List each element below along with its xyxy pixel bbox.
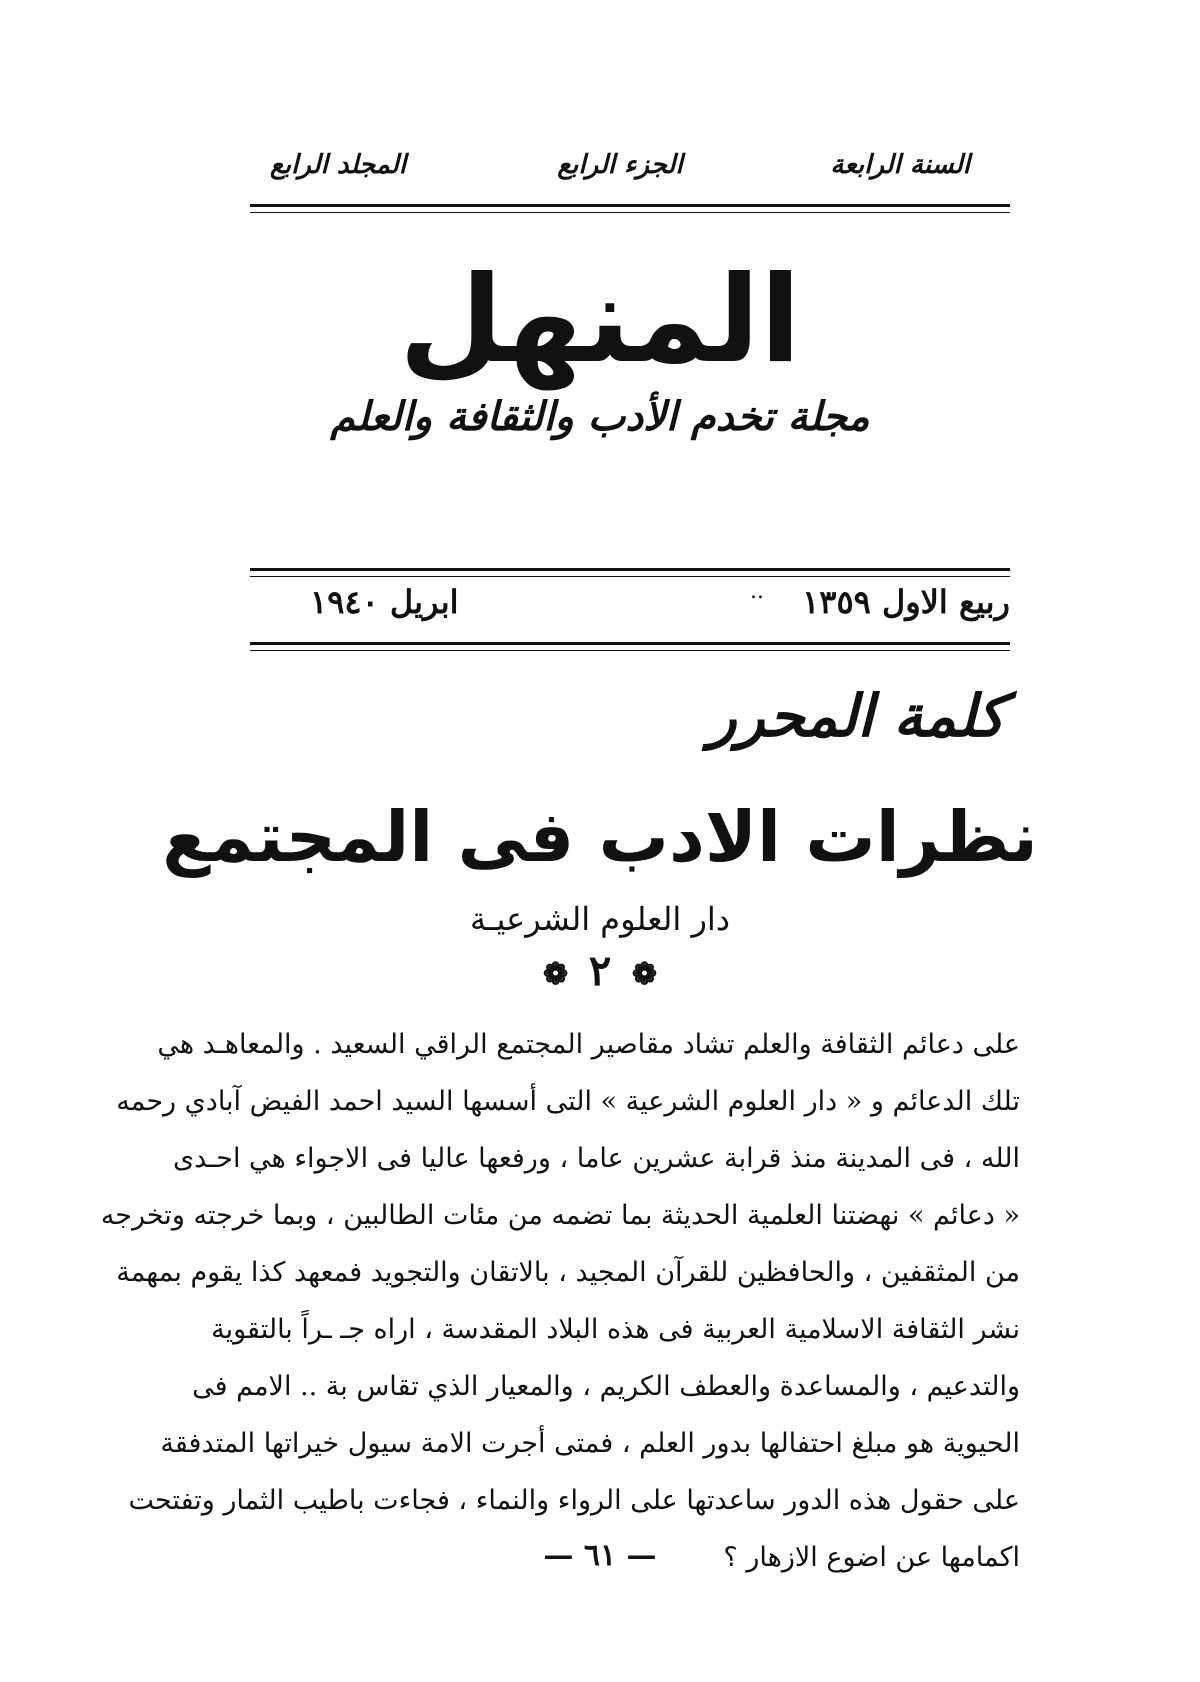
ornament-icon: ❁	[542, 956, 569, 992]
body-line: نشر الثقافة الاسلامية العربية فى هذه البلاد المقدسة ، اراه جـ ـراً بالتقوية	[211, 1314, 1020, 1345]
article-body	[100, 1016, 1020, 1586]
date-separator: ..	[750, 579, 764, 604]
masthead	[0, 251, 1200, 443]
editor-word-heading: كلمة المحرر	[708, 682, 1005, 750]
issue-part: الجزء الرابع	[557, 150, 683, 180]
issue-volume: المجلد الرابع	[270, 150, 407, 180]
issue-dates	[250, 579, 1010, 633]
magazine-tagline: مجلة تخدم الأدب والثقافة والعلم	[330, 394, 870, 440]
date-rule-bottom-thin	[250, 650, 1010, 651]
date-rule-bottom	[250, 642, 1010, 645]
header-rule-bottom	[250, 212, 1010, 213]
issue-year: السنة الرابعة	[830, 150, 970, 180]
body-line: اكمامها عن اضوع الازهار ؟	[723, 1542, 1020, 1573]
ornament-icon: ❁	[631, 956, 658, 992]
page-number: — ٦١ —	[543, 1538, 657, 1573]
header-rule-top	[250, 204, 1010, 207]
magazine-title: المنهل	[399, 251, 801, 390]
body-line: على دعائم الثقافة والعلم تشاد مقاصير المجتمع الراقي السعيد . والمعاهـد هي	[157, 1029, 1020, 1060]
part-number-value: ٢	[588, 946, 612, 995]
body-line: والتدعيم ، والمساعدة والعطف الكريم ، والمعيار الذي تقاس بة .. الامم فى	[192, 1371, 1020, 1402]
body-line: الله ، فى المدينة منذ قرابة عشرين عاما ، ورفعها عاليا فى الاجواء هي احـدى	[173, 1143, 1020, 1174]
body-line: « دعائم » نهضتنا العلمية الحديثة بما تضمه من مئات الطالبين ، وبما خرجته وتخرجه	[100, 1200, 1020, 1231]
body-line: على حقول هذه الدور ساعدتها على الرواء والنماء ، فجاءت باطيب الثمار وتفتحت	[128, 1485, 1020, 1516]
body-line: تلك الدعائم و « دار العلوم الشرعية » التى أسسها السيد احمد الفيض آبادي رحمه	[116, 1086, 1020, 1117]
issue-header	[270, 150, 970, 200]
gregorian-date: ابريل ١٩٤٠	[310, 583, 459, 621]
hijri-date: ربيع الاول ١٣٥٩	[802, 583, 1010, 621]
date-rule-top-thin	[250, 576, 1010, 577]
article-title: نظرات الادب فى المجتمع	[162, 796, 1038, 878]
article-subtitle: دار العلوم الشرعيـة	[469, 900, 731, 938]
article-part-number	[0, 948, 1200, 994]
body-line: الحيوية هو مبلغ احتفالها بدور العلم ، فمتى أجرت الامة سيول خيراتها المتدفقة	[160, 1428, 1020, 1459]
body-line: من المثقفين ، والحافظين للقرآن المجيد ، بالاتقان والتجويد فمعهد كذا يقوم بمهمة	[116, 1257, 1020, 1288]
date-rule-top	[250, 568, 1010, 571]
